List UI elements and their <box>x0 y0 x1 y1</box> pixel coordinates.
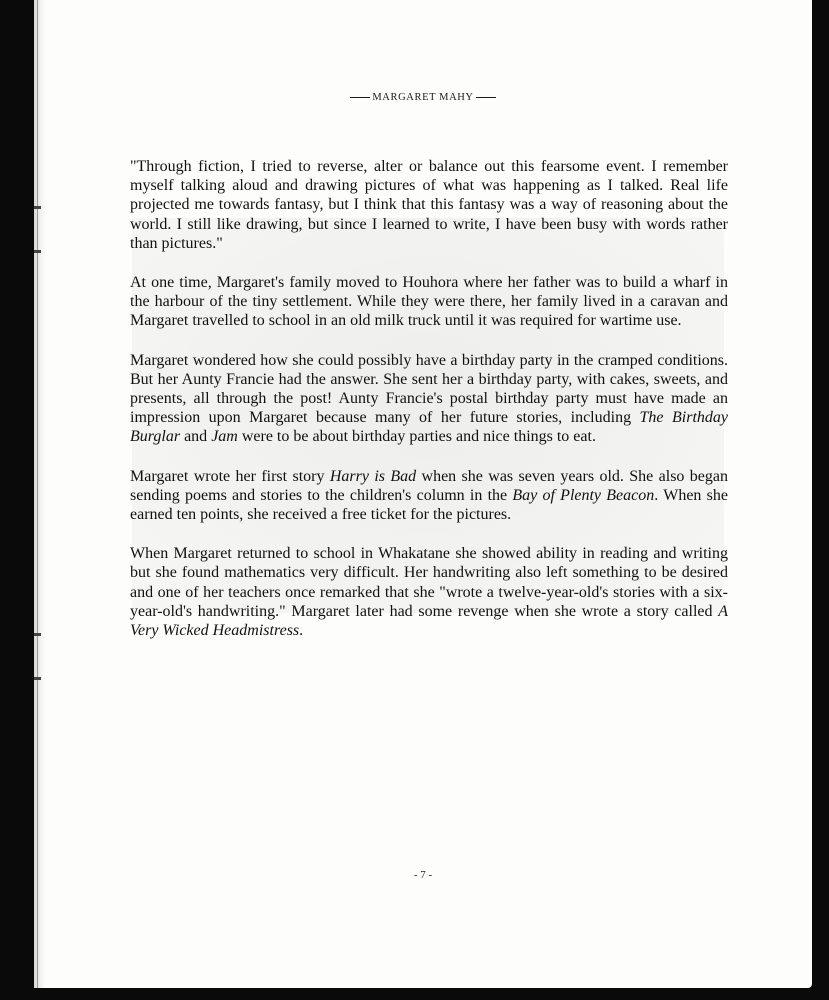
italic-title: Jam <box>211 428 238 446</box>
text-run: were to be about birthday parties and nice things to eat. <box>237 428 596 446</box>
header-rule-left <box>350 97 370 98</box>
text-run: Margaret wondered how she could possibly have a birthday party in the cramped conditions. But her Aunty Francie had the answer. She sent her a birthday party, with cakes, sweets, and presents, all through the post! Aunty Francie's postal birthday party must have made an impression upon Margaret because many of her future stories, including <box>130 351 728 427</box>
binding-staple <box>34 633 41 636</box>
binding-staple <box>34 250 41 253</box>
text-run: . When she earned ten points, she received a free ticket for the pictures. <box>130 486 728 524</box>
book-page <box>34 0 812 988</box>
body-text <box>130 157 728 660</box>
paragraph <box>130 157 728 253</box>
paragraph <box>130 544 728 640</box>
italic-title: Harry is Bad <box>329 467 417 485</box>
binding-staple <box>34 677 41 680</box>
page-gutter-shadow <box>34 0 46 988</box>
text-run: Margaret wrote her first story <box>130 467 330 485</box>
italic-title: Bay of Plenty Beacon <box>512 486 655 504</box>
text-run: . <box>299 622 304 640</box>
italic-title: The Birthday Burglar <box>130 409 728 446</box>
text-run: and <box>180 428 212 446</box>
header-rule-right <box>476 97 496 98</box>
page-number: - 7 - <box>413 869 433 881</box>
paragraph <box>130 351 728 447</box>
italic-title: A Very Wicked Headmistress <box>130 602 728 640</box>
text-run: At one time, Margaret's family moved to Houhora where her father was to build a wharf in the harbour of the tiny settlement. While they were there, her family lived in a caravan and Margaret travelled to school in an old milk truck until it was required for wartime use. <box>130 274 728 330</box>
text-run: "Through fiction, I tried to reverse, alter or balance out this fearsome event. I remember myself talking aloud and drawing pictures of what was happening as I talked. Real life projected me towards fantasy, but I think that this fantasy was a way of reasoning about the world. I still like drawing, but since I learned to write, I have been busy with words rather than pictures." <box>130 158 728 252</box>
binding-staple <box>34 206 41 209</box>
text-run: when she was seven years old. She also began sending poems and stories to the children's column in the <box>130 467 728 504</box>
header-title: MARGARET MAHY <box>372 92 474 103</box>
running-header <box>34 92 812 103</box>
paragraph <box>130 467 728 525</box>
page-fold-line <box>37 0 38 988</box>
text-run: When Margaret returned to school in Whakatane she showed ability in reading and writing but she found mathematics very difficult. Her handwriting also left something to be desired and one of her teachers once remarked that she "wrote a twelve-year-old's stories with a six-year-old's handwriting." Margaret later had some revenge when she wrote a story called <box>130 545 728 620</box>
paragraph <box>130 273 728 331</box>
